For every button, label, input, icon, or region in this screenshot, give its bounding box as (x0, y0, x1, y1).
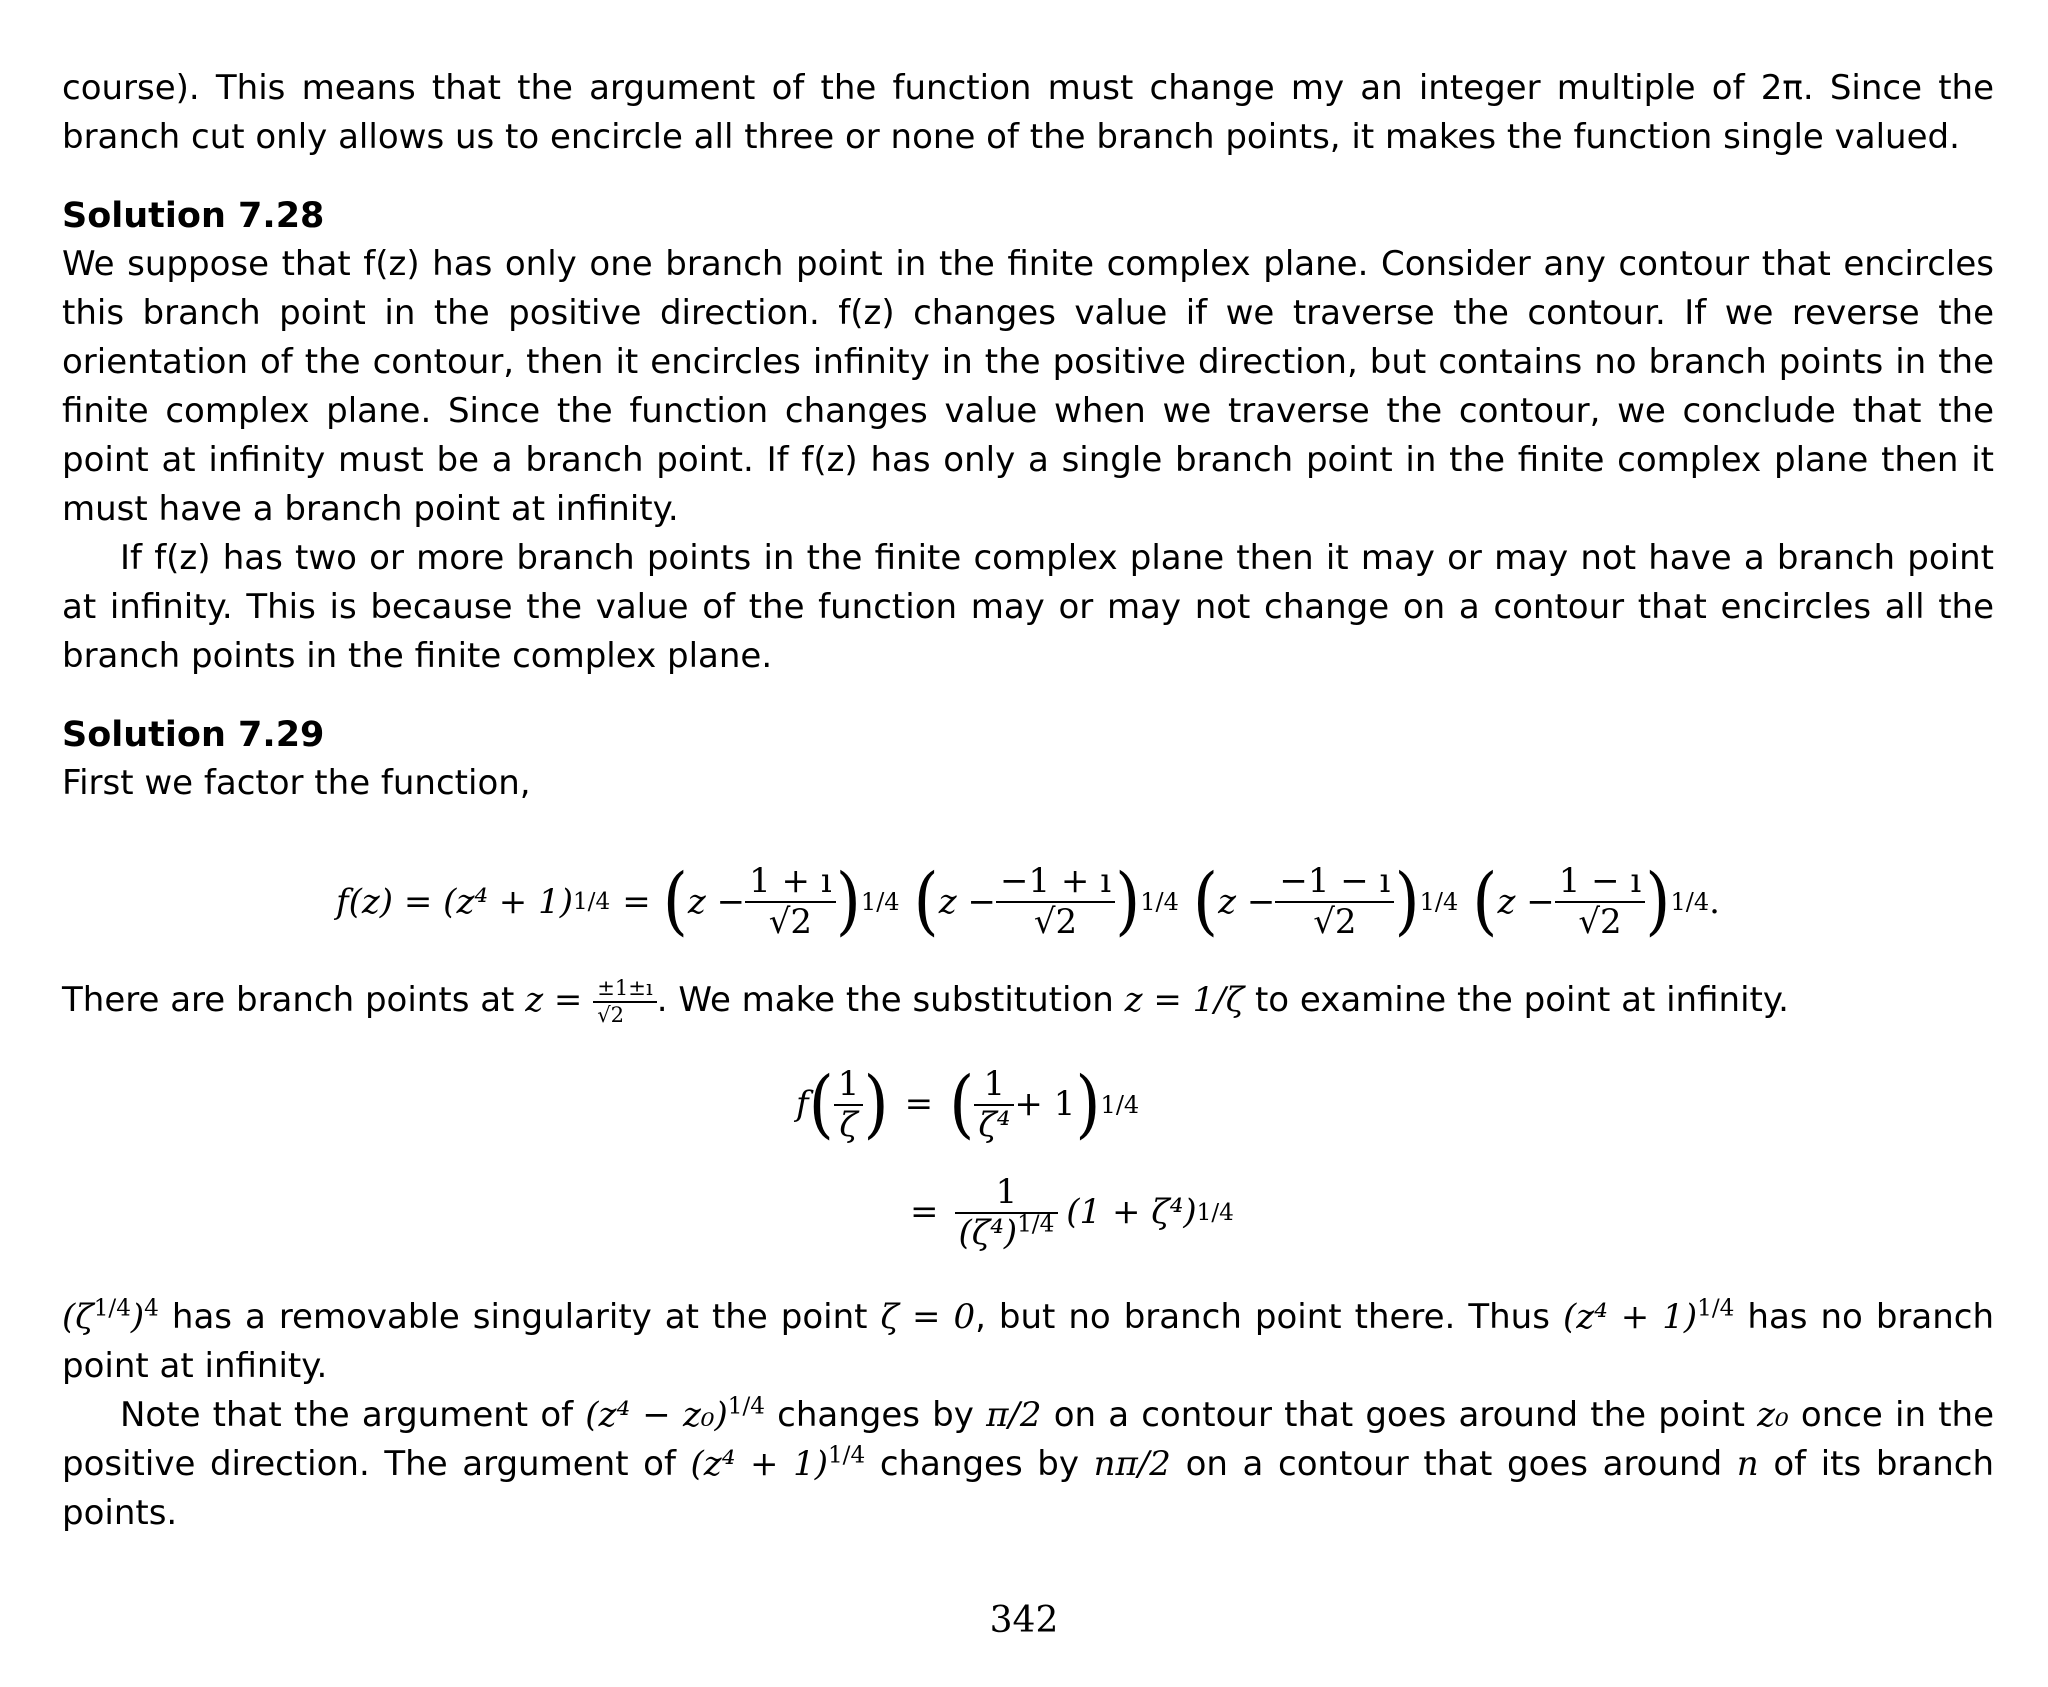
factored-equation: f(z) = (z⁴ + 1) 1/4 = ( z − $\frac{1 + ı}{√2}$ ) 1/4 ( z − $\frac{-1 + ı}{√2}$ ) 1/4 ( z − $\frac{-1 - ı}{√2}$ ) 1/4 ( z − $\frac{1 - ı}{√2}$ ) 1/4 . (336, 857, 1720, 945)
solution-7-28-heading: Solution 7.28 (62, 196, 325, 236)
solution-7-28-paragraph-1: We suppose that f(z) has only one branch point in the finite complex plane. Consider any contour that encircles this branch point in the positive direction. f(z) changes value if we traverse the contour. If we reverse the orientation of the contour, then it encircles infinity in the positive direction, but contains no branch points in the finite complex plane. Since the function changes value when we traverse the contour, we conclude that the point at infinity must be a branch point. If f(z) has only a single branch point in the finite complex plane then it must have a branch point at infinity. (62, 244, 1994, 529)
branch-points-fraction: $\frac{\pm 1\pm ı}{√2}$ (593, 976, 656, 1026)
factor-3: $\frac{-1 - ı}{√2}$ (1275, 862, 1394, 942)
page-content (62, 64, 1994, 1538)
argument-paragraph: Note that the argument of $(z^4 - z_0)^{1/4}$ changes by π/2 on a contour that goes around the point z₀ once in the positive direction. The argument of $(z^4 + 1)^{1/4}$ changes by nπ/2 on a contour that goes around n of its branch points. (62, 1393, 1995, 1533)
removable-singularity-paragraph: $(\zeta^{1/4})^4$ has a removable singularity at the point ζ = 0, but no branch point there. Thus $(z^4 + 1)^{1/4}$ has no branch point at infinity. (62, 1295, 1995, 1386)
solution-7-29-heading: Solution 7.29 (62, 715, 325, 755)
solution-7-29-intro: First we factor the function, (62, 763, 531, 803)
page-number: 342 (989, 1600, 1059, 1641)
equation-lhs: f(z) = (z⁴ + 1) (336, 881, 573, 922)
solution-7-28-paragraph-2: If f(z) has two or more branch points in the finite complex plane then it may or may not have a branch point at infinity. This is because the value of the function may or may not change on a contour that encircles all the branch points in the finite complex plane. (62, 538, 1994, 676)
factor-4: $\frac{1 - ı}{√2}$ (1555, 862, 1646, 942)
factor-1: $\frac{1 + ı}{√2}$ (745, 862, 836, 942)
branch-points-paragraph: There are branch points at z = $\frac{\pm 1\pm ı}{√2}$ . We make the substitution z = 1/ζ to examine the point at infinity. (62, 975, 1789, 1027)
intro-paragraph: course). This means that the argument of the function must change my an integer multiple of 2π. Since the branch cut only allows us to encircle all three or none of the branch points, it makes the function single valued. (62, 68, 1994, 157)
substitution-equation: f ( $\frac{1}{\zeta}$ ) = ( $\frac{1}{\text{ζ⁴}}$ + 1 ) 1/4 = $\frac{1}{(\zeta^4)^{1/4}}$ (1 + ζ⁴) 1/4 (796, 1060, 1234, 1253)
factor-2: $\frac{-1 + ı}{√2}$ (996, 862, 1115, 942)
